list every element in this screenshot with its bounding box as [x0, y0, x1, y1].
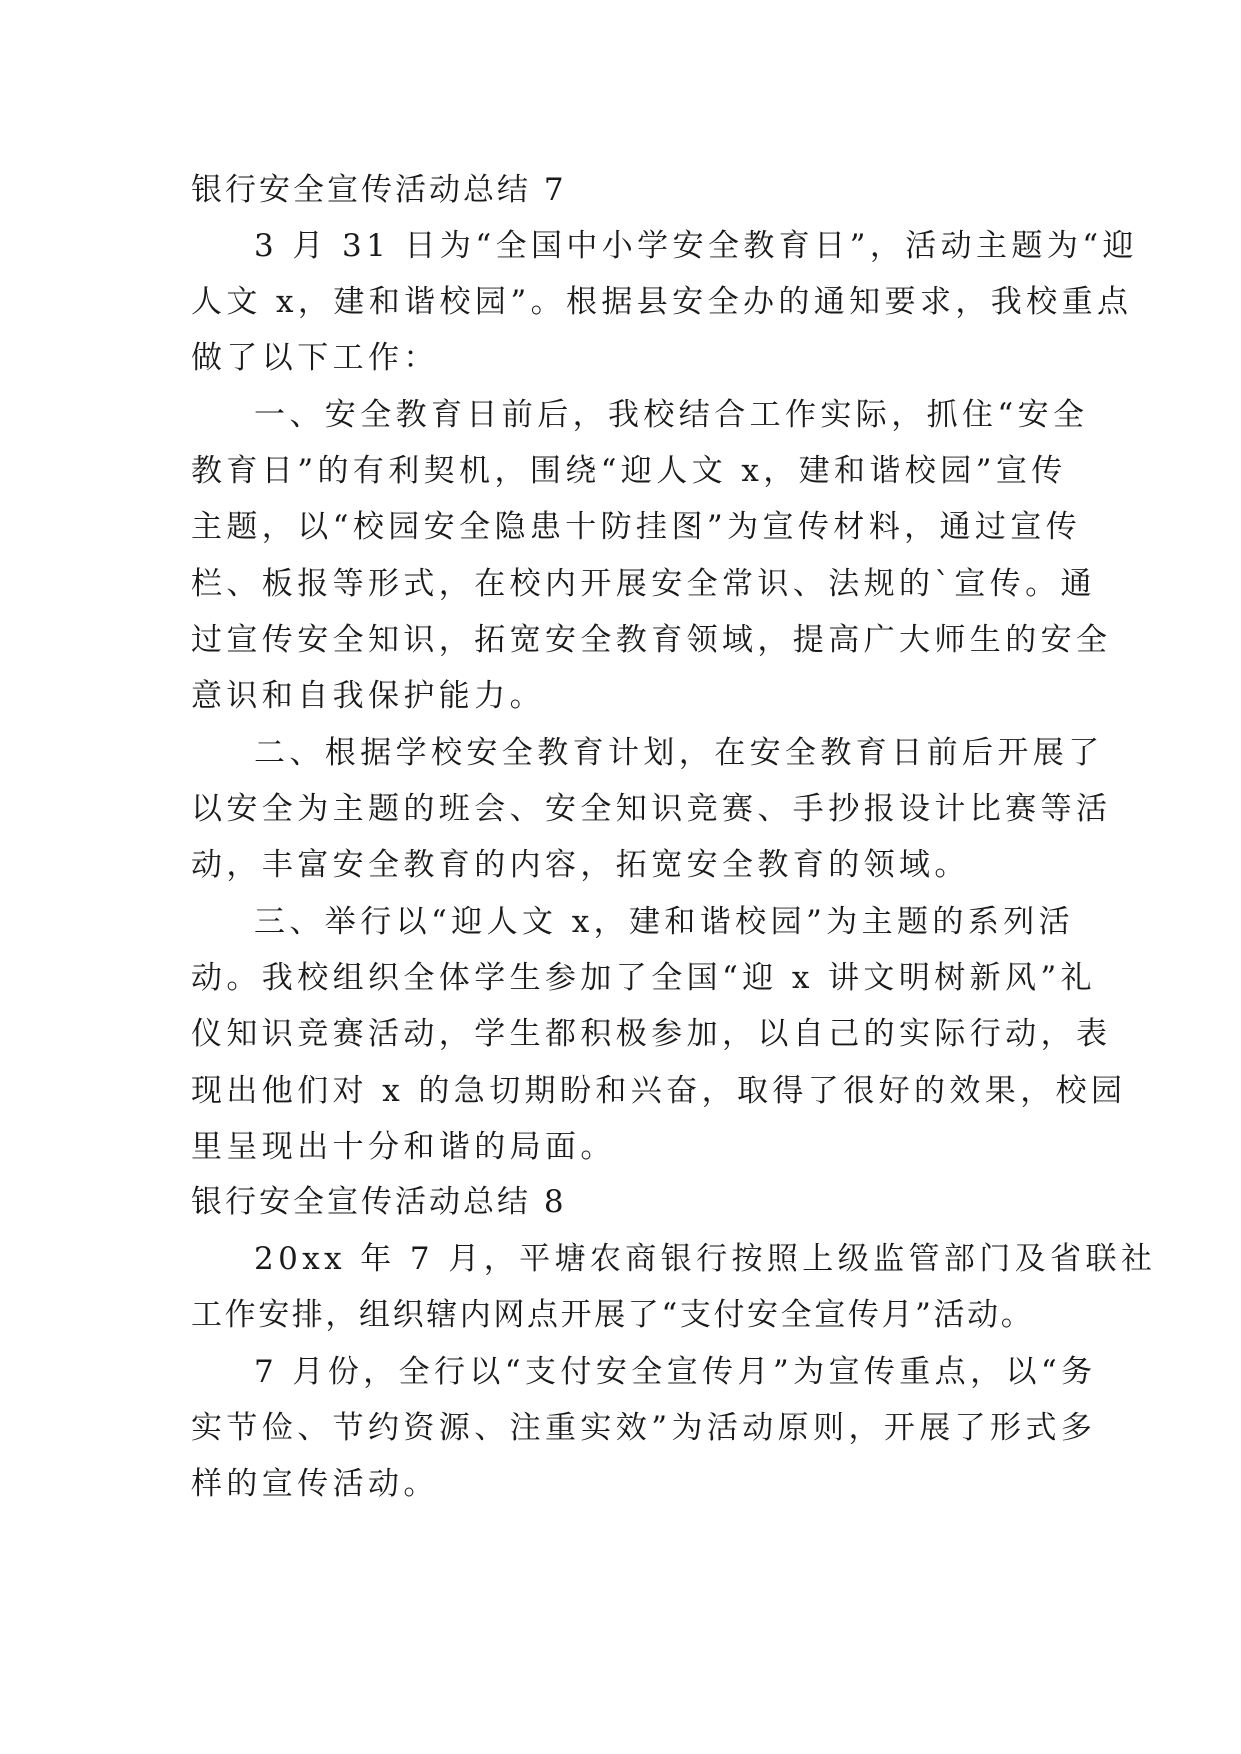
paragraph-item-2-line: 动，丰富安全教育的内容，拓宽安全教育的领域。	[191, 847, 970, 883]
paragraph-july-line: 样的宣传活动。	[191, 1466, 439, 1502]
paragraph-item-3-line: 里呈现出十分和谐的局面。	[191, 1129, 616, 1165]
paragraph-item-1-line: 意识和自我保护能力。	[191, 678, 545, 714]
paragraph-item-2-line: 二、根据学校安全教育计划，在安全教育日前后开展了	[254, 735, 1104, 771]
section-title-8: 银行安全宣传活动总结 8	[191, 1184, 567, 1220]
paragraph-item-3-line: 动。我校组织全体学生参加了全国“迎 x 讲文明树新风”礼	[191, 960, 1097, 996]
paragraph-item-3-line: 现出他们对 x 的急切期盼和兴奋，取得了很好的效果，校园	[191, 1073, 1127, 1109]
paragraph-intro-line: 人文 x，建和谐校园”。根据县安全办的通知要求，我校重点	[191, 284, 1133, 320]
paragraph-item-1-line: 教育日”的有利契机，围绕“迎人文 x，建和谐校园”宣传	[191, 453, 1067, 489]
section-title-7: 银行安全宣传活动总结 7	[191, 172, 567, 208]
paragraph-intro-line: 3 月 31 日为“全国中小学安全教育日”，活动主题为“迎	[254, 228, 1138, 264]
paragraph-intro-line: 做了以下工作：	[191, 340, 439, 376]
paragraph-summary-line: 20xx 年 7 月，平塘农商银行按照上级监管部门及省联社	[254, 1241, 1157, 1277]
paragraph-summary-line: 工作安排，组织辖内网点开展了“支付安全宣传月”活动。	[191, 1297, 1035, 1333]
paragraph-item-1-line: 一、安全教育日前后，我校结合工作实际，抓住“安全	[254, 397, 1089, 433]
paragraph-july-line: 实节俭、节约资源、注重实效”为活动原则，开展了形式多	[191, 1410, 1097, 1446]
paragraph-july-line: 7 月份，全行以“支付安全宣传月”为宣传重点，以“务	[254, 1354, 1097, 1390]
paragraph-item-3-line: 三、举行以“迎人文 x，建和谐校园”为主题的系列活	[254, 904, 1075, 940]
paragraph-item-3-line: 仪知识竞赛活动，学生都积极参加，以自己的实际行动，表	[191, 1016, 1112, 1052]
paragraph-item-1-line: 过宣传安全知识，拓宽安全教育领域，提高广大师生的安全	[191, 622, 1112, 658]
paragraph-item-1-line: 栏、板报等形式，在校内开展安全常识、法规的`宣传。通	[191, 566, 1096, 602]
paragraph-item-1-line: 主题，以“校园安全隐患十防挂图”为宣传材料，通过宣传	[191, 509, 1082, 545]
paragraph-item-2-line: 以安全为主题的班会、安全知识竞赛、手抄报设计比赛等活	[191, 791, 1112, 827]
